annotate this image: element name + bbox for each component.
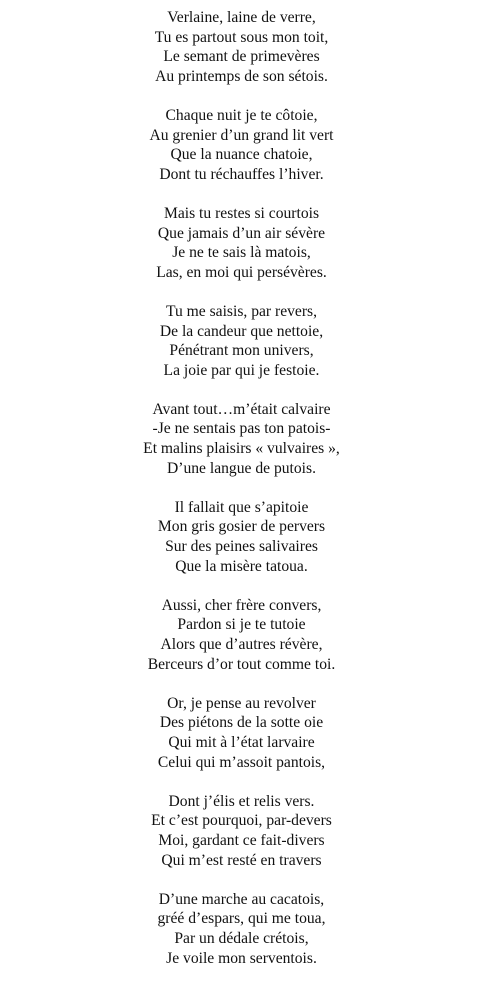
poem-line: Il fallait que s’apitoie bbox=[174, 498, 309, 516]
poem-line: Pénétrant mon univers, bbox=[169, 342, 314, 360]
poem-line: -Je ne sentais pas ton patois- bbox=[152, 420, 331, 438]
poem-line: Chaque nuit je te côtoie, bbox=[165, 106, 318, 124]
poem-line: Qui mit à l’état larvaire bbox=[168, 733, 315, 751]
poem-line: Et malins plaisirs « vulvaires », bbox=[143, 440, 340, 458]
stanza-4 bbox=[0, 302, 483, 380]
poem-line: Dont j’élis et relis vers. bbox=[168, 792, 315, 810]
poem-line: Qui m’est resté en travers bbox=[161, 851, 322, 869]
poem-line: Et c’est pourquoi, par-devers bbox=[151, 812, 332, 830]
poem-line: Des piétons de la sotte oie bbox=[159, 714, 324, 732]
poem-line: Aussi, cher frère convers, bbox=[161, 596, 322, 614]
stanza-10 bbox=[0, 890, 483, 968]
poem-line: Tu me saisis, par revers, bbox=[165, 302, 317, 320]
poem-line: gréé d’espars, qui me toua, bbox=[157, 910, 326, 928]
poem-line: D’une langue de putois. bbox=[167, 459, 316, 477]
stanza-2 bbox=[0, 106, 483, 184]
poem-line: Celui qui m’assoit pantois, bbox=[157, 753, 326, 771]
poem-line: Que la nuance chatoie, bbox=[170, 146, 313, 164]
poem-line: Pardon si je te tutoie bbox=[177, 616, 306, 634]
poem-line: Que jamais d’un air sévère bbox=[157, 224, 326, 242]
poem-line: Je ne te sais là matois, bbox=[172, 244, 311, 262]
poem-line: Dont tu réchauffes l’hiver. bbox=[159, 165, 324, 183]
poem-line: Mais tu restes si courtois bbox=[163, 204, 320, 222]
poem-line: Or, je pense au revolver bbox=[167, 694, 316, 712]
poem-line: Avant tout…m’était calvaire bbox=[152, 400, 331, 418]
poem-line: La joie par qui je festoie. bbox=[163, 361, 320, 379]
poem-line: Moi, gardant ce fait-divers bbox=[158, 831, 325, 849]
stanza-1 bbox=[0, 8, 483, 86]
poem-line: D’une marche au cacatois, bbox=[158, 890, 325, 908]
poem-line: Berceurs d’or tout comme toi. bbox=[147, 655, 336, 673]
poem-line: Mon gris gosier de pervers bbox=[157, 518, 326, 536]
poem-line: Au printemps de son sétois. bbox=[155, 67, 328, 85]
stanza-8 bbox=[0, 694, 483, 772]
poem-line: Que la misère tatoua. bbox=[175, 557, 308, 575]
poem-line: Je voile mon serventois. bbox=[166, 949, 317, 967]
poem-line: Le semant de primevères bbox=[163, 48, 320, 66]
poem-line: Alors que d’autres révère, bbox=[160, 636, 323, 653]
stanza-5 bbox=[0, 400, 483, 478]
stanza-9 bbox=[0, 792, 483, 870]
stanza-3 bbox=[0, 204, 483, 282]
stanza-7 bbox=[0, 596, 483, 674]
poem-line: De la candeur que nettoie, bbox=[159, 322, 324, 340]
stanza-6 bbox=[0, 498, 483, 576]
poem-line: Verlaine, laine de verre, bbox=[167, 9, 316, 26]
poem-line: Tu es partout sous mon toit, bbox=[154, 28, 329, 46]
poem-line: Par un dédale crétois, bbox=[174, 929, 309, 947]
poem-line: Au grenier d’un grand lit vert bbox=[149, 126, 334, 144]
poem-line: Sur des peines salivaires bbox=[165, 538, 318, 556]
poem-line: Las, en moi qui persévères. bbox=[156, 263, 327, 281]
